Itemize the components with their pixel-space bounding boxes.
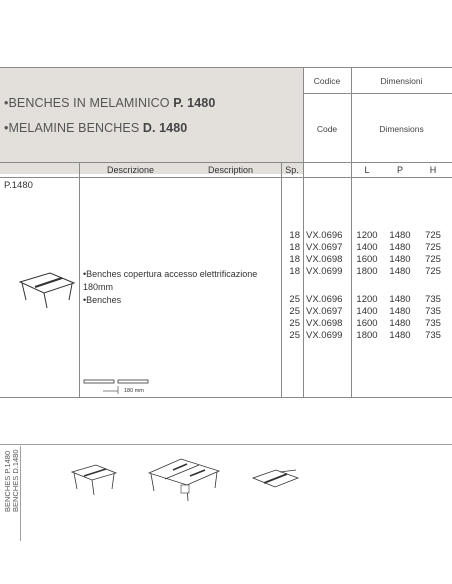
footer-top-border (0, 444, 452, 445)
table-cell: 1480 (389, 230, 411, 241)
table-cell: 1800 (356, 330, 378, 341)
table-cell: VX.0698 (306, 318, 343, 329)
title-english-size: D. 1480 (142, 121, 188, 135)
table-cell: 18 (289, 242, 300, 253)
bench-drawing-icon (14, 270, 80, 312)
table-cell: 1600 (356, 254, 378, 265)
table-cell: 25 (289, 306, 300, 317)
table-cell: VX.0699 (306, 266, 343, 277)
table-cell: VX.0696 (306, 294, 343, 305)
group2-l-column (352, 294, 382, 342)
table-cell: VX.0697 (306, 306, 343, 317)
table-cell: 18 (289, 254, 300, 265)
table-cell: 735 (425, 318, 441, 329)
title-english (4, 121, 187, 135)
table-cell: 1800 (356, 266, 378, 277)
footer-side-label-1: BENCHES P.1480 (3, 450, 12, 512)
col-p: P (396, 165, 403, 175)
col-l: L (364, 165, 370, 175)
table-cell: 1480 (389, 318, 411, 329)
col-divider-desc (281, 162, 282, 397)
col-divider-sp (303, 162, 304, 397)
table-cell: 1480 (389, 294, 411, 305)
table-cell: 18 (289, 230, 300, 241)
table-cell: 735 (425, 306, 441, 317)
group1-code-column (306, 230, 342, 278)
columns-bottom-border (0, 177, 452, 178)
table-cell: 18 (289, 266, 300, 277)
cover-dimension-label: 180 mm (124, 388, 144, 394)
table-cell: 725 (425, 254, 441, 265)
title-english-text: •MELAMINE BENCHES (4, 121, 143, 135)
dimensioni-header: Dimensioni (380, 76, 423, 86)
col-sp: Sp. (285, 165, 299, 175)
group1-p-column (385, 230, 415, 278)
bench-cover-icon (250, 466, 302, 494)
table-cell: 1480 (389, 306, 411, 317)
table-top-border (0, 67, 452, 68)
table-cell: 25 (289, 294, 300, 305)
table-cell: 1400 (356, 306, 378, 317)
group1-l-column (352, 230, 382, 278)
group1-sp-column (281, 230, 300, 278)
table-cell: VX.0696 (306, 230, 343, 241)
table-cell: 25 (289, 318, 300, 329)
table-cell: 25 (289, 330, 300, 341)
table-cell: VX.0697 (306, 242, 343, 253)
group1-h-column (420, 230, 446, 278)
header-divider (303, 93, 452, 94)
table-cell: 1480 (389, 254, 411, 265)
footer-side-label-2: BENCHES D.1480 (11, 449, 20, 512)
table-cell: 735 (425, 330, 441, 341)
table-cell: 1480 (389, 266, 411, 277)
group2-p-column (385, 294, 415, 342)
col-description: Description (208, 165, 254, 175)
title-italian-text: •BENCHES IN MELAMINICO (4, 96, 174, 110)
single-bench-icon (68, 462, 120, 498)
code-header: Code (316, 124, 338, 134)
table-cell: 1200 (356, 294, 378, 305)
header-bottom-border (0, 162, 452, 163)
double-bench-icon (145, 455, 223, 505)
group2-h-column (420, 294, 446, 342)
table-cell: 1480 (389, 242, 411, 253)
row-description (83, 268, 257, 307)
table-cell: VX.0698 (306, 254, 343, 265)
group2-sp-column (281, 294, 300, 342)
table-cell: 1200 (356, 230, 378, 241)
description-italian-line2: 180mm (83, 282, 114, 292)
group2-code-column (306, 294, 342, 342)
table-cell: 725 (425, 230, 441, 241)
row-ref: P.1480 (4, 180, 33, 191)
codice-header: Codice (313, 76, 341, 86)
col-descrizione: Descrizione (107, 165, 155, 175)
table-cell: 1600 (356, 318, 378, 329)
title-italian (4, 96, 215, 110)
description-english: •Benches (83, 295, 122, 305)
table-bottom-border (0, 397, 452, 398)
dimensions-header: Dimensions (379, 124, 424, 134)
footer-side-divider (20, 446, 21, 541)
title-italian-size: P. 1480 (173, 96, 216, 110)
table-cell: VX.0699 (306, 330, 343, 341)
table-cell: 735 (425, 294, 441, 305)
table-cell: 725 (425, 266, 441, 277)
table-cell: 1400 (356, 242, 378, 253)
description-italian-line1: •Benches copertura accesso elettrificazione (83, 269, 258, 279)
col-divider-code (351, 162, 352, 397)
table-cell: 725 (425, 242, 441, 253)
col-h: H (429, 165, 437, 175)
table-cell: 1480 (389, 330, 411, 341)
